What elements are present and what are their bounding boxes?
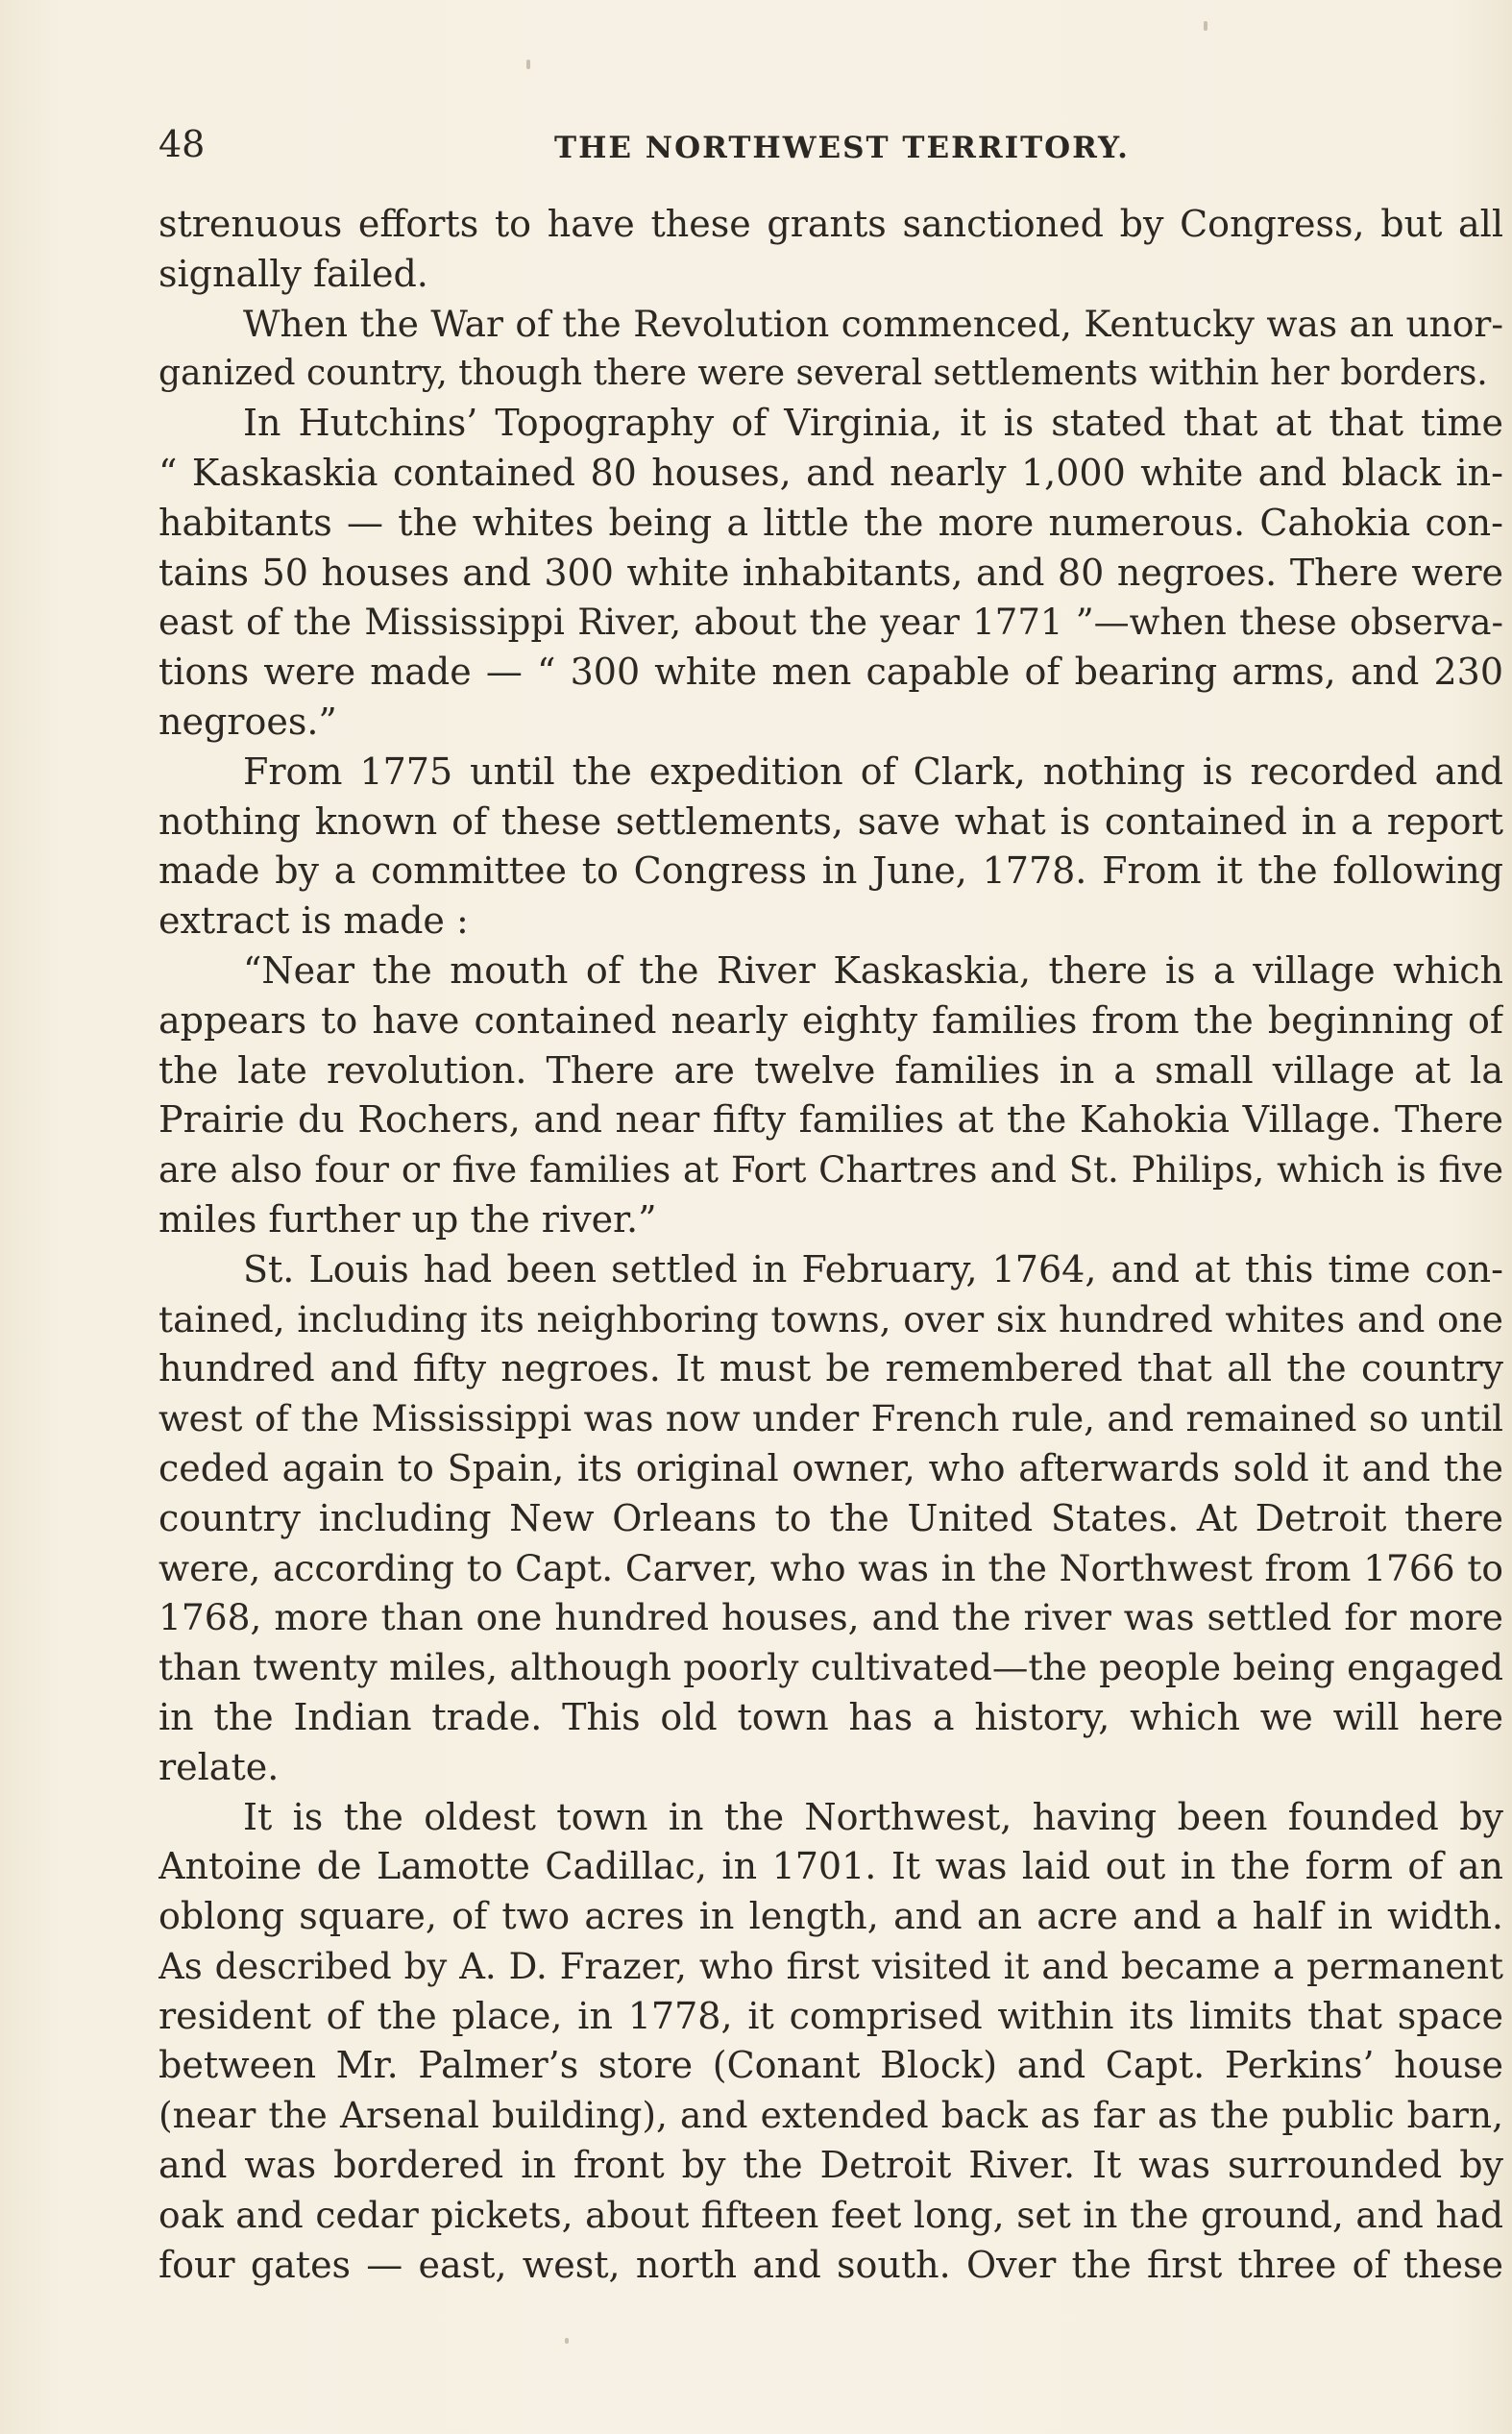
text-line: oak and cedar pickets, about fifteen feet long, set in the ground, and had (159, 2193, 1503, 2236)
text-line: strenuous efforts to have these grants sanctioned by Congress, but all (159, 203, 1503, 245)
text-line: were, according to Capt. Carver, who was in the Northwest from 1766 to (159, 1546, 1503, 1589)
body-text (159, 200, 1503, 2290)
text-line: signally failed. (159, 252, 428, 295)
text-line: are also four or five families at Fort Chartres and St. Philips, which is five (159, 1149, 1503, 1192)
page-number: 48 (159, 123, 206, 165)
text-line: Antoine de Lamotte Cadillac, in 1701. It was laid out in the form of an (159, 1845, 1503, 1888)
text-line: St. Louis had been settled in February, 1764, and at this time con- (243, 1247, 1503, 1291)
text-line: east of the Mississippi River, about the year 1771 ”—when these observa- (159, 602, 1503, 644)
text-line: and was bordered in front by the Detroit River. It was surrounded by (159, 2144, 1503, 2187)
paper-speck (565, 2338, 569, 2344)
text-line: in the Indian trade. This old town has a history, which we will here (159, 1695, 1503, 1738)
text-line: four gates — east, west, north and south. Over the first three of these (159, 2243, 1503, 2286)
text-line: Prairie du Rochers, and near fifty families at the Kahokia Village. There (159, 1098, 1503, 1142)
text-line: From 1775 until the expedition of Clark, nothing is recorded and (243, 750, 1503, 793)
text-line: than twenty miles, although poorly cultivated—the people being engaged (159, 1646, 1503, 1689)
text-line: between Mr. Palmer’s store (Conant Block) and Capt. Perkins’ house (159, 2044, 1503, 2087)
paper-speck (526, 60, 530, 69)
paper-speck (1204, 21, 1207, 31)
text-line: “ Kaskaskia contained 80 houses, and nearly 1,000 white and black in- (159, 451, 1503, 494)
text-line: ganized country, though there were several settlements within her borders. (159, 354, 1488, 394)
text-line: appears to have contained nearly eighty families from the beginning of (159, 998, 1503, 1042)
text-line: As described by A. D. Frazer, who first visited it and became a permanent (159, 1945, 1503, 1987)
text-line: ceded again to Spain, its original owner, who afterwards sold it and the (159, 1446, 1503, 1489)
text-line: “Near the mouth of the River Kaskaskia, there is a village which (243, 948, 1503, 992)
text-line: extract is made : (159, 899, 469, 943)
text-line: nothing known of these settlements, save what is contained in a report (159, 799, 1503, 843)
text-line: tions were made — “ 300 white men capable of bearing arms, and 230 (159, 651, 1503, 694)
text-line: west of the Mississippi was now under French rule, and remained so until (159, 1398, 1503, 1440)
text-line: relate. (159, 1745, 280, 1788)
text-line: oblong square, of two acres in length, and an acre and a half in width. (159, 1895, 1503, 1938)
text-line: miles further up the river.” (159, 1197, 657, 1241)
text-line: In Hutchins’ Topography of Virginia, it is stated that at that time (243, 402, 1503, 445)
text-line: hundred and fifty negroes. It must be remembered that all the country (159, 1347, 1503, 1390)
running-head (159, 115, 1503, 173)
text-line: tained, including its neighboring towns, over six hundred whites and one (159, 1297, 1503, 1340)
text-line: resident of the place, in 1778, it comprised within its limits that space (159, 1994, 1503, 2037)
text-line: made by a committee to Congress in June, 1778. From it the following (159, 849, 1503, 893)
text-line: country including New Orleans to the United States. At Detroit there (159, 1496, 1503, 1539)
text-line: It is the oldest town in the Northwest, having been founded by (243, 1795, 1503, 1838)
text-line: When the War of the Revolution commenced, Kentucky was an unor- (243, 302, 1503, 345)
running-title: THE NORTHWEST TERRITORY. (554, 131, 1130, 165)
text-line: negroes.” (159, 700, 337, 743)
text-line: the late revolution. There are twelve families in a small village at la (159, 1048, 1503, 1092)
text-line: habitants — the whites being a little the more numerous. Cahokia con- (159, 501, 1503, 544)
text-line: tains 50 houses and 300 white inhabitants, and 80 negroes. There were (159, 551, 1503, 594)
text-line: (near the Arsenal building), and extended back as far as the public barn, (159, 2094, 1503, 2137)
text-line: 1768, more than one hundred houses, and the river was settled for more (159, 1596, 1503, 1639)
